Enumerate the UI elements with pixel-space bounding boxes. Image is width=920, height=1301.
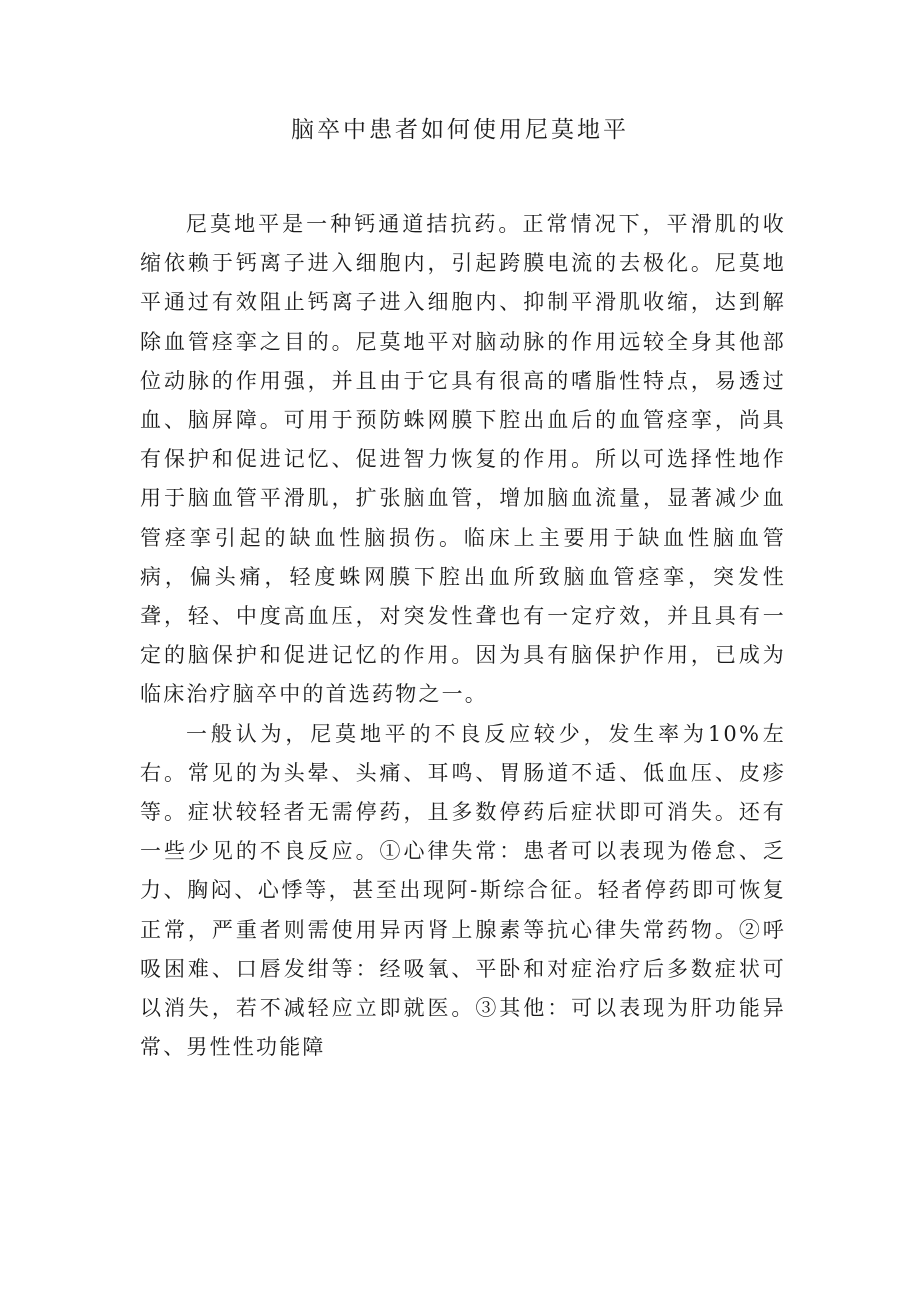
paragraph-adverse-reactions: 一般认为，尼莫地平的不良反应较少，发生率为10%左右。常见的为头晕、头痛、耳鸣、胃肠道不适、低血压、皮疹等。症状较轻者无需停药，且多数停药后症状即可消失。还有一些少见的不良反应。①心律失常：患者可以表现为倦怠、乏力、胸闷、心悸等，甚至出现阿-斯综合征。轻者停药即可恢复正常，严重者则需使用异丙肾上腺素等抗心律失常药物。②呼吸困难、口唇发绀等：经吸氧、平卧和对症治疗后多数症状可以消失，若不减轻应立即就医。③其他：可以表现为肝功能异常、男性性功能障 (140, 721, 786, 1060)
paragraph-nimodipine-mechanism: 尼莫地平是一种钙通道拮抗药。正常情况下，平滑肌的收缩依赖于钙离子进入细胞内，引起跨膜电流的去极化。尼莫地平通过有效阻止钙离子进入细胞内、抑制平滑肌收缩，达到解除血管痉挛之目的。尼莫地平对脑动脉的作用远较全身其他部位动脉的作用强，并且由于它具有很高的嗜脂性特点，易透过血、脑屏障。可用于预防蛛网膜下腔出血后的血管痉挛，尚具有保护和促进记忆、促进智力恢复的作用。所以可选择性地作用于脑血管平滑肌，扩张脑血管，增加脑血流量，显著减少血管痉挛引起的缺血性脑损伤。临床上主要用于缺血性脑血管病，偏头痛，轻度蛛网膜下腔出血所致脑血管痉挛，突发性聋，轻、中度高血压，对突发性聋也有一定疗效，并且具有一定的脑保护和促进记忆的作用。因为具有脑保护作用，已成为临床治疗脑卒中的首选药物之一。 (140, 212, 786, 707)
document-body (140, 205, 786, 1067)
document-title: 脑卒中患者如何使用尼莫地平 (291, 117, 629, 143)
